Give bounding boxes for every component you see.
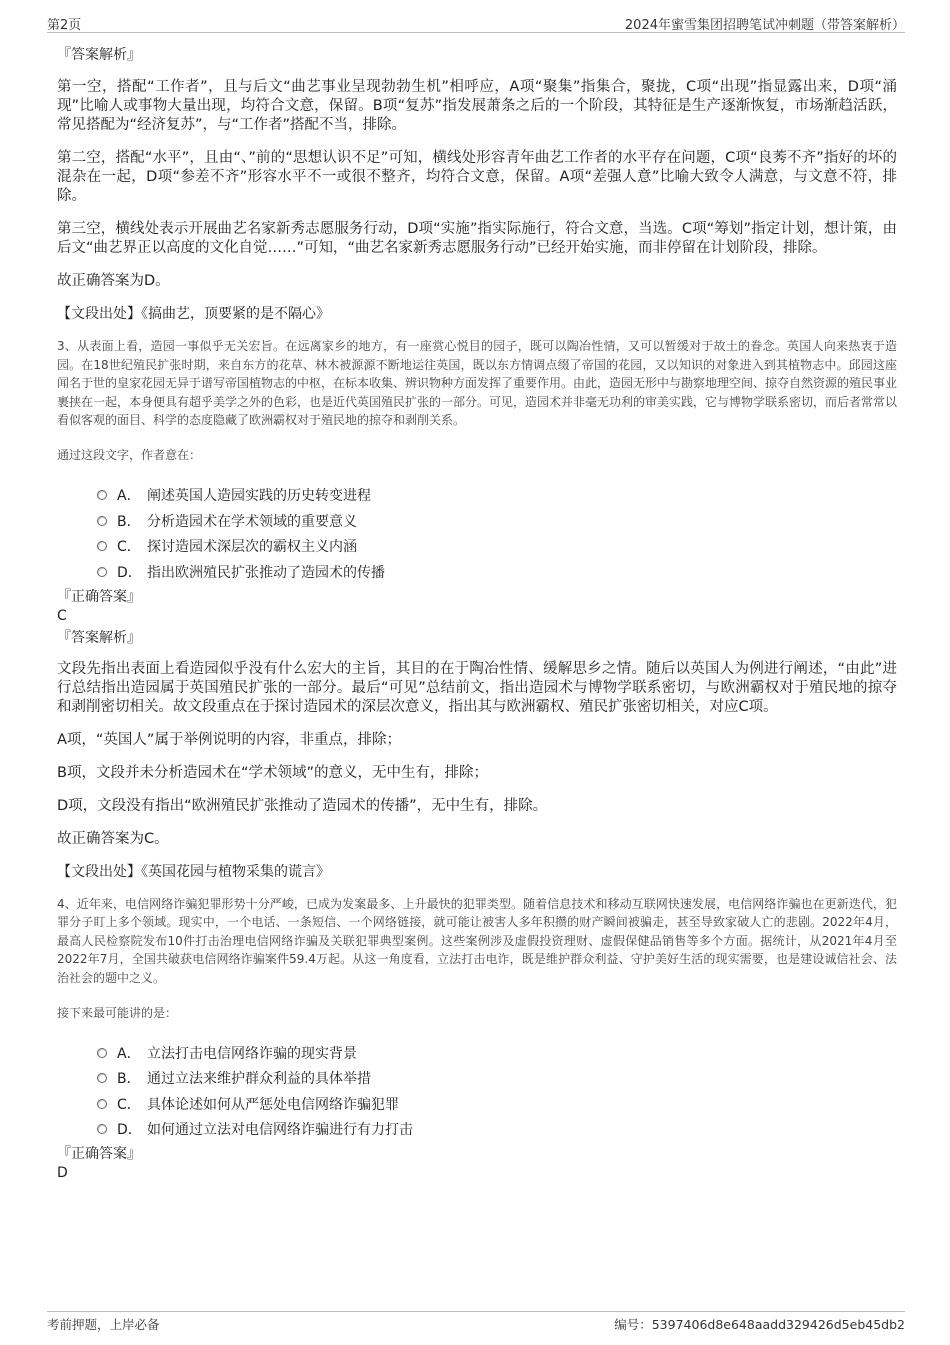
page-header bbox=[47, 12, 905, 33]
radio-button[interactable] bbox=[97, 516, 107, 526]
option-b[interactable]: B． 通过立法来维护群众利益的具体举措 bbox=[97, 1066, 897, 1092]
page-number: 第2页 bbox=[47, 18, 82, 33]
page-footer bbox=[47, 1311, 905, 1334]
options-list bbox=[97, 483, 897, 585]
analysis-label: 『答案解析』 bbox=[57, 47, 141, 63]
document-title: 2024年蜜雪集团招聘笔试冲刺题（带答案解析） bbox=[624, 18, 905, 33]
source-citation: 【文段出处】《英国花园与植物采集的谎言》 bbox=[57, 863, 330, 880]
analysis-paragraph: 第二空，搭配“水平”，且由“、”前的“思想认识不足”可知，横线处形容青年曲艺工作者的水平存在问题，C项“良莠不齐”指好的坏的混杂在一起，D项“参差不齐”形容水平不一或很不整齐，均符合文意，保留。A项“差强人意”比喻大致令人满意，与文意不符，排除。 bbox=[57, 150, 897, 204]
question-stem: 3、从表面上看，造园一事似乎无关宏旨。在远离家乡的地方，有一座赏心悦目的园子，既可以陶冶性情，又可以暂缓对于故土的眷念。英国人向来热衷于造园。在18世纪殖民扩张时期，来自东方的花草、林木被源源不断地运往英国，既以东方情调点缀了帝国的花园，又以知识的对象进入到其植物志中。邱园这座闻名于世的皇家花园无异于谱写帝国植物志的中枢，在标本收集、辨识物种方面发挥了重要作用。由此，造园无形中与勘察地理空间、掠夺自然资源的殖民事业裹挟在一起，本身便具有超乎美学之外的色彩，也是近代英国殖民扩张的一部分。可见，造园术并非毫无功利的审美实践，它与博物学联系密切，而后者常常以看似客观的面目、科学的态度隐藏了欧洲霸权对于殖民地的掠夺和剥削关系。 bbox=[57, 339, 898, 428]
question-prompt: 接下来最可能讲的是： bbox=[57, 1005, 178, 1020]
radio-button[interactable] bbox=[97, 541, 107, 551]
analysis-paragraph: A项，“英国人”属于举例说明的内容，非重点，排除； bbox=[57, 731, 401, 748]
radio-button[interactable] bbox=[97, 1048, 107, 1058]
option-a[interactable]: A． 立法打击电信网络诈骗的现实背景 bbox=[97, 1040, 897, 1066]
analysis-conclusion: 故正确答案为C。 bbox=[57, 830, 169, 847]
radio-button[interactable] bbox=[97, 1073, 107, 1083]
answer-label: 『正确答案』 bbox=[57, 1146, 141, 1163]
options-list bbox=[97, 1040, 897, 1142]
page-content bbox=[57, 40, 897, 1183]
answer-value: D bbox=[57, 1165, 68, 1182]
radio-button[interactable] bbox=[97, 490, 107, 500]
code-label: 编号： bbox=[614, 1317, 652, 1332]
answer-value: C bbox=[57, 607, 67, 624]
option-c[interactable]: C． 具体论述如何从严惩处电信网络诈骗犯罪 bbox=[97, 1091, 897, 1117]
document-code bbox=[614, 1315, 905, 1333]
question-stem: 4、近年来，电信网络诈骗犯罪形势十分严峻，已成为发案最多、上升最快的犯罪类型。随着信息技术和移动互联网快速发展，电信网络诈骗也在更新迭代，犯罪分子盯上多个领域。现实中，一个电话、一条短信、一个网络链接，就可能让被害人多年积攒的财产瞬间被骗走，甚至导致家破人亡的悲剧。2022年4月，最高人民检察院发布10件打击治理电信网络诈骗及关联犯罪典型案例。这些案例涉及虚假投资理财、虚假保健品销售等多个方面。据统计，从2021年4月至2022年7月，全国共破获电信网络诈骗案件59.4万起。从这一角度看，立法打击电诈，既是维护群众利益、守护美好生活的现实需要，也是建设诚信社会、法治社会的题中之义。 bbox=[57, 896, 897, 985]
analysis-paragraph: D项，文段没有指出“欧洲殖民扩张推动了造园术的传播”，无中生有，排除。 bbox=[57, 797, 548, 814]
analysis-label: 『答案解析』 bbox=[57, 629, 141, 646]
footer-slogan: 考前押题，上岸必备 bbox=[47, 1317, 160, 1332]
question-prompt: 通过这段文字，作者意在： bbox=[57, 447, 202, 462]
option-d[interactable]: D． 如何通过立法对电信网络诈骗进行有力打击 bbox=[97, 1117, 897, 1143]
answer-label: 『正确答案』 bbox=[57, 588, 141, 605]
analysis-paragraph: B项，文段并未分析造园术在“学术领域”的意义，无中生有，排除； bbox=[57, 764, 488, 781]
option-d[interactable]: D． 指出欧洲殖民扩张推动了造园术的传播 bbox=[97, 559, 897, 585]
analysis-paragraph: 第三空，横线处表示开展曲艺名家新秀志愿服务行动，D项“实施”指实际施行，符合文意，当选。C项“筹划”指定计划，想计策，由后文“曲艺界正以高度的文化自觉……”可知，“曲艺名家新秀志愿服务行动”已经开始实施，而非停留在计划阶段，排除。 bbox=[57, 221, 897, 256]
option-a[interactable]: A． 阐述英国人造园实践的历史转变进程 bbox=[97, 483, 897, 509]
code-value: 5397406d8e648aadd329426d5eb45db2 bbox=[651, 1317, 905, 1332]
analysis-paragraph: 第一空，搭配“工作者”，且与后文“曲艺事业呈现勃勃生机”相呼应，A项“聚集”指集合，聚拢，C项“出现”指显露出来，D项“涌现”比喻人或事物大量出现，均符合文意，保留。B项“复苏”指发展萧条之后的一个阶段，其特征是生产逐渐恢复，市场渐趋活跃，常见搭配为“经济复苏”，与“工作者”搭配不当，排除。 bbox=[57, 79, 897, 133]
option-b[interactable]: B． 分析造园术在学术领域的重要意义 bbox=[97, 508, 897, 534]
analysis-paragraph: 文段先指出表面上看造园似乎没有什么宏大的主旨，其目的在于陶冶性情、缓解思乡之情。随后以英国人为例进行阐述，“由此”进行总结指出造园属于英国殖民扩张的一部分。最后“可见”总结前文，指出造园术与博物学联系密切，与欧洲霸权对于殖民地的掠夺和剥削密切相关。故文段重点在于探讨造园术的深层次意义，指出其与欧洲霸权、殖民扩张密切相关，对应C项。 bbox=[57, 660, 897, 715]
option-c[interactable]: C． 探讨造园术深层次的霸权主义内涵 bbox=[97, 534, 897, 560]
radio-button[interactable] bbox=[97, 1124, 107, 1134]
analysis-conclusion: 故正确答案为D。 bbox=[57, 273, 170, 289]
radio-button[interactable] bbox=[97, 567, 107, 577]
source-citation: 【文段出处】《搞曲艺，顶要紧的是不隔心》 bbox=[57, 306, 330, 322]
radio-button[interactable] bbox=[97, 1099, 107, 1109]
